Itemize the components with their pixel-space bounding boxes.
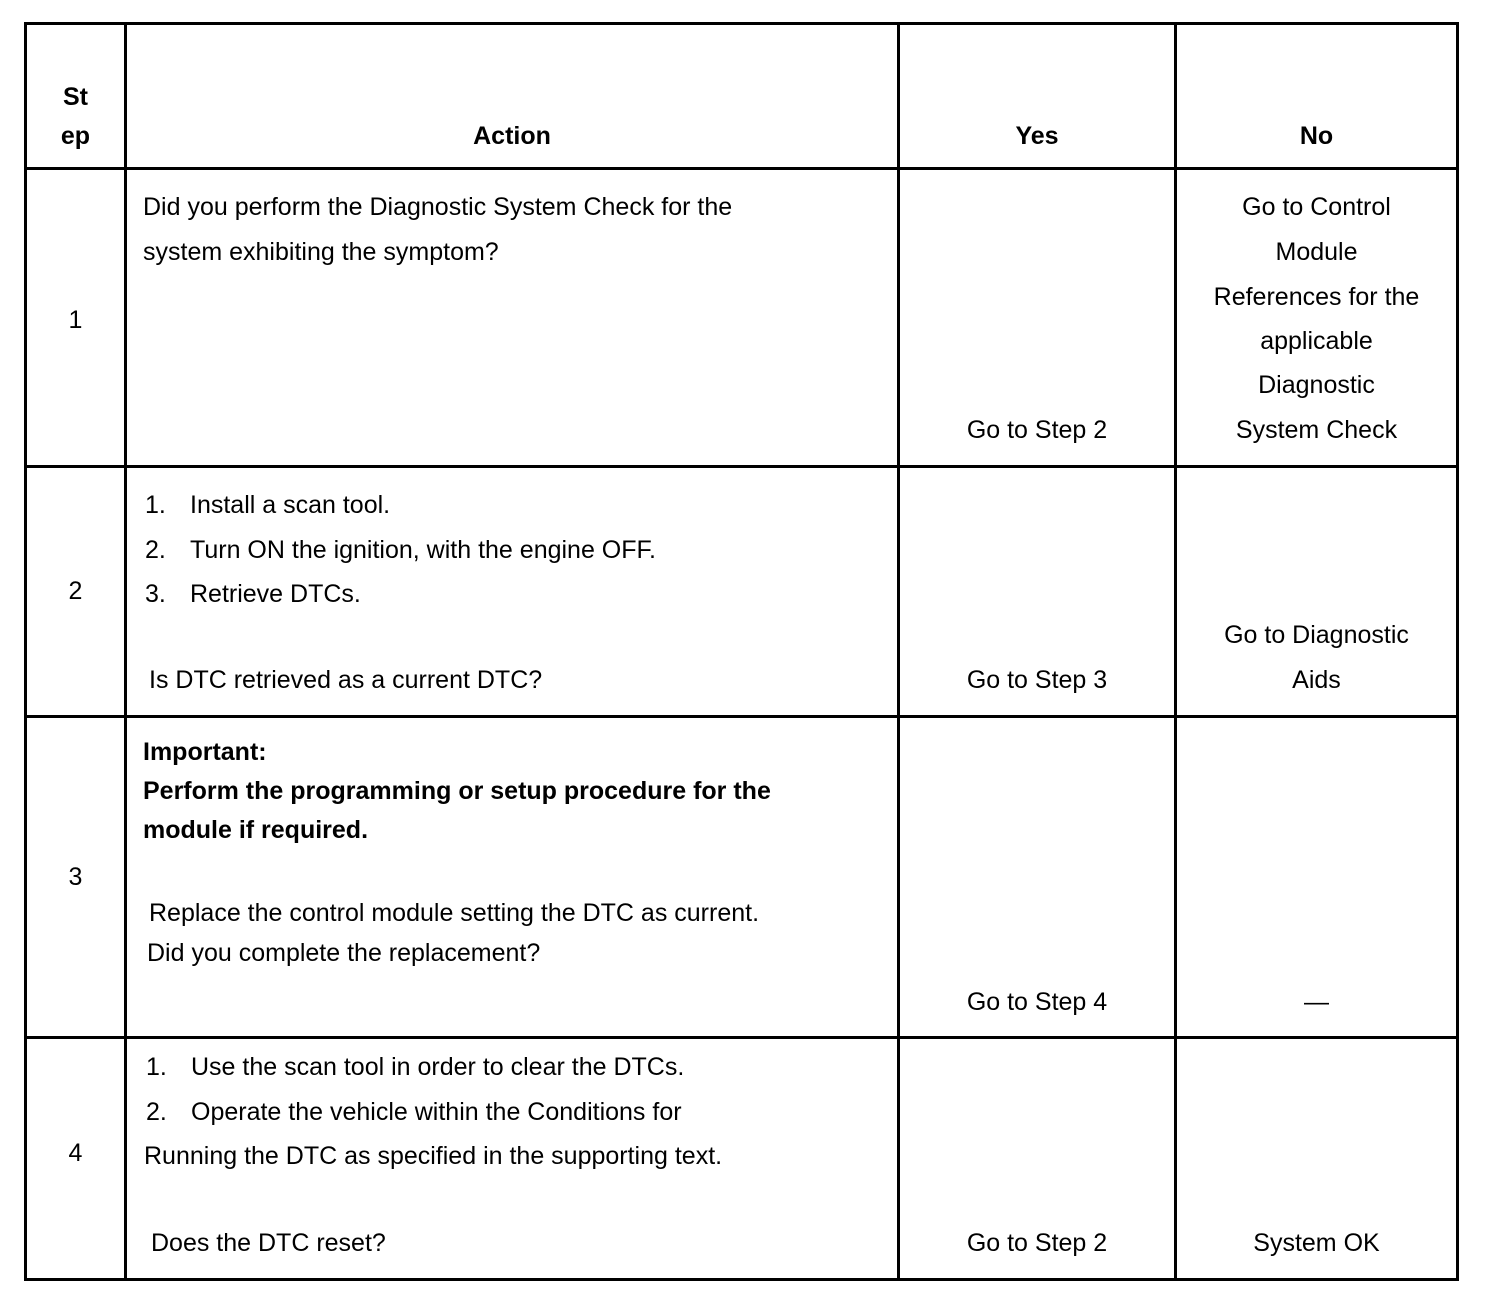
step-number-1: 1 bbox=[68, 306, 83, 334]
row1-no-line6: System Check bbox=[1235, 416, 1398, 444]
row4-question: Does the DTC reset? bbox=[151, 1229, 386, 1257]
row-divider-1 bbox=[24, 465, 1459, 468]
header-action: Action bbox=[473, 122, 551, 150]
row2-item2-text: Turn ON the ignition, with the engine OFF. bbox=[190, 536, 656, 564]
row2-item1-number: 1. bbox=[145, 491, 166, 519]
row3-important-label: Important: bbox=[143, 738, 267, 766]
row4-item2-text: Operate the vehicle within the Conditions for bbox=[191, 1098, 682, 1126]
row2-item1-text: Install a scan tool. bbox=[190, 491, 391, 519]
row3-action-line2: Did you complete the replacement? bbox=[147, 939, 541, 967]
row-divider-3 bbox=[24, 1036, 1459, 1039]
row2-question: Is DTC retrieved as a current DTC? bbox=[149, 666, 543, 694]
row2-item2-number: 2. bbox=[145, 536, 166, 564]
row4-item1-text: Use the scan tool in order to clear the DTCs. bbox=[191, 1053, 685, 1081]
row3-important-line1: Perform the programming or setup procedure for the bbox=[143, 777, 771, 805]
row4-item2-number: 2. bbox=[146, 1098, 167, 1126]
header-step-line2: ep bbox=[60, 122, 91, 150]
row4-continuation: Running the DTC as specified in the supporting text. bbox=[144, 1142, 723, 1170]
header-no: No bbox=[1299, 122, 1334, 150]
row-divider-2 bbox=[24, 715, 1459, 718]
column-divider-action bbox=[897, 22, 900, 1281]
row2-no-line1: Go to Diagnostic bbox=[1224, 621, 1409, 649]
row4-item1-number: 1. bbox=[146, 1053, 167, 1081]
row1-no-line1: Go to Control bbox=[1242, 193, 1391, 221]
step-number-4: 4 bbox=[68, 1139, 83, 1167]
row3-no: — bbox=[1304, 988, 1329, 1016]
row2-item3-number: 3. bbox=[145, 580, 166, 608]
diagnostic-table bbox=[24, 22, 1459, 1281]
header-row-divider bbox=[24, 167, 1459, 170]
table-border-bottom bbox=[24, 1278, 1459, 1281]
row4-yes: Go to Step 2 bbox=[966, 1229, 1108, 1257]
row1-action-line2: system exhibiting the symptom? bbox=[143, 238, 499, 266]
row1-no-line3: References for the bbox=[1213, 283, 1420, 311]
step-number-3: 3 bbox=[68, 863, 83, 891]
row4-no: System OK bbox=[1253, 1229, 1380, 1257]
table-border-right bbox=[1456, 22, 1459, 1281]
row1-action-line1: Did you perform the Diagnostic System Check for the bbox=[143, 193, 733, 221]
row1-no-line4: applicable bbox=[1260, 327, 1373, 355]
column-divider-step bbox=[124, 22, 127, 1281]
row2-item3-text: Retrieve DTCs. bbox=[190, 580, 361, 608]
header-yes: Yes bbox=[1015, 122, 1059, 150]
row1-no-line5: Diagnostic bbox=[1258, 371, 1375, 399]
row1-no-line2: Module bbox=[1275, 238, 1358, 266]
row3-important-line2: module if required. bbox=[143, 816, 369, 844]
row2-yes: Go to Step 3 bbox=[966, 666, 1108, 694]
header-step-line1: St bbox=[63, 83, 88, 111]
table-border-left bbox=[24, 22, 27, 1281]
row3-yes: Go to Step 4 bbox=[966, 988, 1108, 1016]
row1-yes: Go to Step 2 bbox=[966, 416, 1108, 444]
row3-action-line1: Replace the control module setting the DTC as current. bbox=[149, 899, 760, 927]
table-border-top bbox=[24, 22, 1459, 25]
step-number-2: 2 bbox=[68, 577, 83, 605]
row2-no-line2: Aids bbox=[1292, 666, 1341, 694]
